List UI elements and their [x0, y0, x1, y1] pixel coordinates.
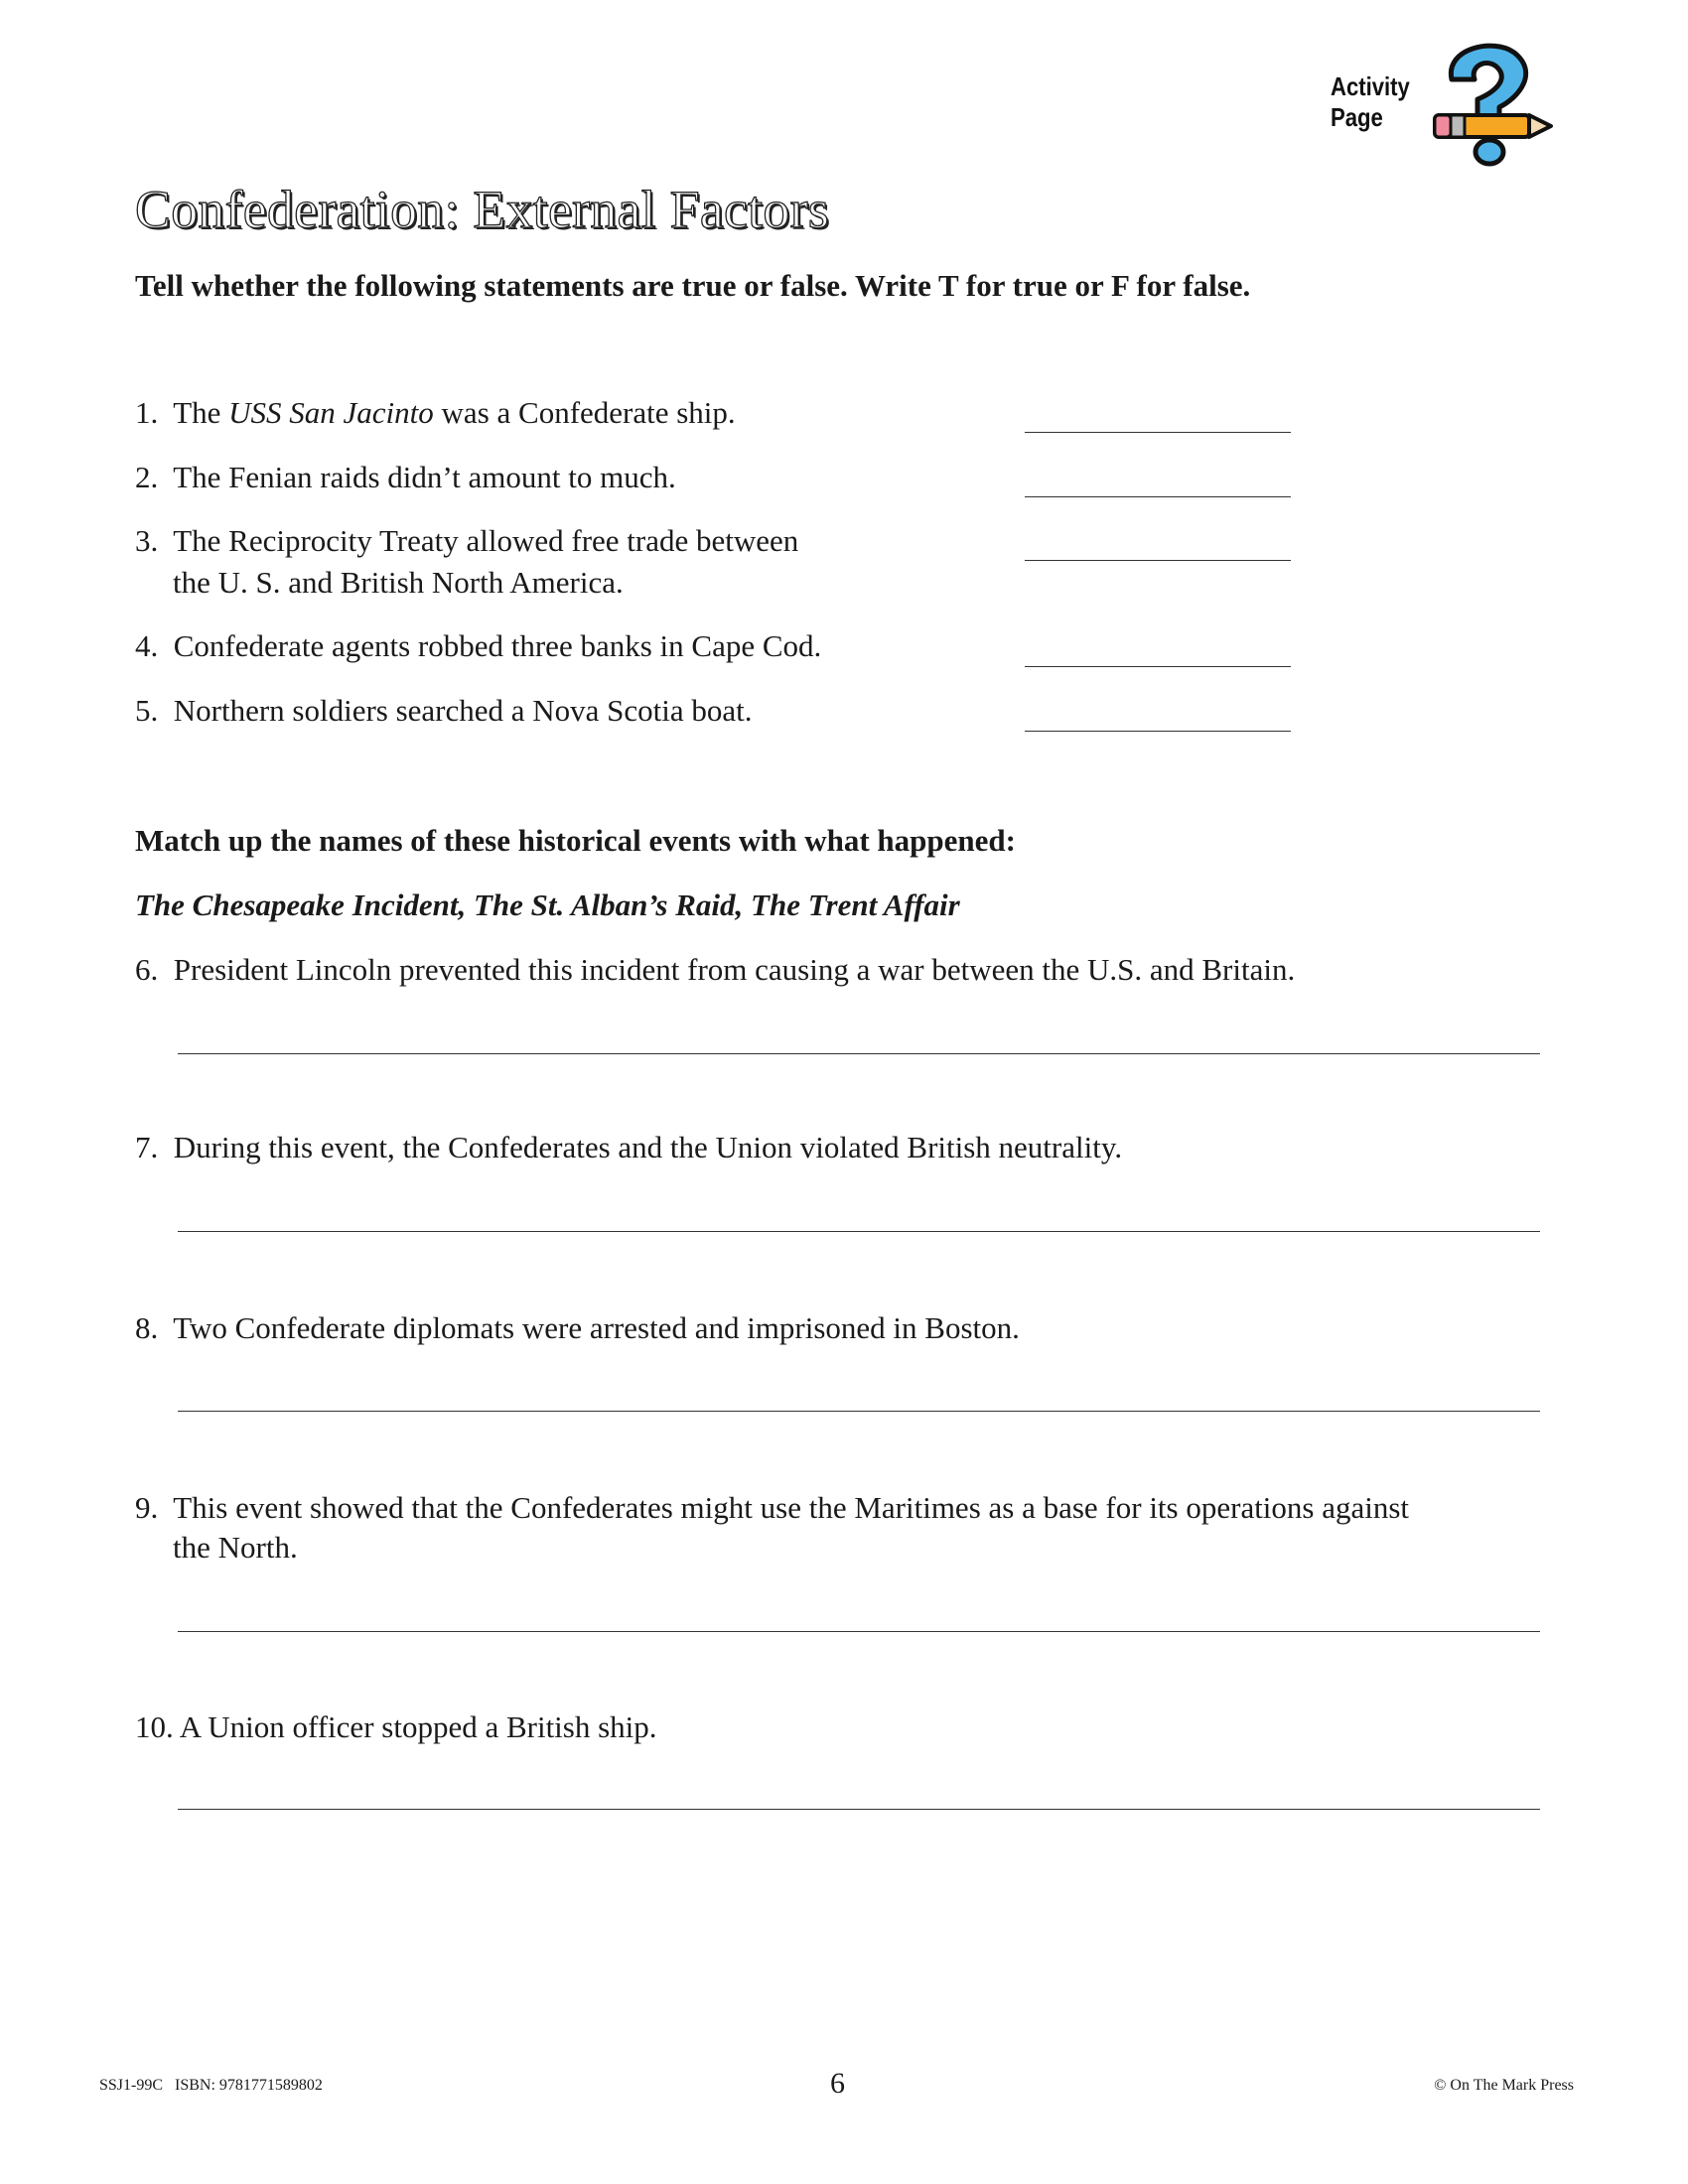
product-code: SSJ1-99C — [99, 2077, 164, 2094]
logo-line-2: Page — [1331, 102, 1383, 132]
item-text: A Union officer stopped a British ship. — [179, 1709, 657, 1744]
match-item-9 — [135, 1490, 1409, 1526]
item-number: 1. — [135, 395, 159, 430]
item-text: This event showed that the Confederates might use the Maritimes as a base for its operations against — [173, 1490, 1410, 1525]
item-text: Confederate agents robbed three banks in Cape Cod. — [173, 628, 822, 663]
answer-line-10[interactable] — [178, 1809, 1540, 1810]
footer-code — [99, 2077, 323, 2095]
question-pencil-icon — [1430, 38, 1554, 172]
item-number: 4. — [135, 628, 159, 663]
answer-line-6[interactable] — [178, 1053, 1540, 1054]
answer-line-8[interactable] — [178, 1411, 1540, 1412]
copyright: © On The Mark Press — [1434, 2077, 1574, 2094]
activity-page-label — [1331, 71, 1410, 133]
item-number: 3. — [135, 523, 159, 558]
item-text: Two Confederate diplomats were arrested and imprisoned in Boston. — [173, 1310, 1020, 1345]
item-number: 6. — [135, 952, 159, 987]
event-names: The Chesapeake Incident, The St. Alban’s Raid, The Trent Affair — [135, 887, 960, 922]
instructions: Tell whether the following statements are true or false. Write T for true or F for false. — [135, 268, 1251, 303]
logo-line-1: Activity — [1331, 71, 1410, 101]
answer-line-9[interactable] — [178, 1631, 1540, 1632]
isbn: ISBN: 9781771589802 — [175, 2077, 323, 2094]
item-text: During this event, the Confederates and the Union violated British neutrality. — [173, 1130, 1123, 1164]
item-text: President Lincoln prevented this incident from causing a war between the U.S. and Britain. — [173, 952, 1296, 987]
match-heading: Match up the names of these historical events with what happened: — [135, 823, 1016, 858]
item-number: 5. — [135, 693, 159, 728]
answer-blank-4[interactable] — [1025, 666, 1291, 667]
page-number: 6 — [830, 2067, 845, 2100]
match-item-6 — [135, 952, 1295, 988]
match-item-9-cont: the North. — [173, 1530, 298, 1565]
tf-item-1 — [135, 395, 736, 431]
item-text: The — [173, 395, 229, 430]
item-text: The Reciprocity Treaty allowed free trade between — [173, 523, 799, 558]
tf-item-5 — [135, 693, 753, 729]
tf-item-3-cont: the U. S. and British North America. — [173, 565, 624, 600]
match-item-7 — [135, 1130, 1122, 1165]
tf-item-4 — [135, 628, 821, 664]
tf-item-3 — [135, 523, 798, 559]
answer-blank-1[interactable] — [1025, 432, 1291, 433]
answer-line-7[interactable] — [178, 1231, 1540, 1232]
item-number: 2. — [135, 460, 159, 494]
match-item-8 — [135, 1310, 1020, 1346]
ship-name: USS San Jacinto — [228, 395, 434, 430]
item-number: 8. — [135, 1310, 159, 1345]
page-title: Confederation: External Factors — [135, 180, 829, 239]
item-number: 9. — [135, 1490, 159, 1525]
answer-blank-5[interactable] — [1025, 731, 1291, 732]
item-text: The Fenian raids didn’t amount to much. — [173, 460, 676, 494]
tf-item-2 — [135, 460, 676, 495]
item-text: was a Confederate ship. — [433, 395, 736, 430]
match-item-10 — [135, 1709, 657, 1745]
answer-blank-2[interactable] — [1025, 496, 1291, 497]
answer-blank-3[interactable] — [1025, 560, 1291, 561]
item-number: 7. — [135, 1130, 159, 1164]
item-number: 10. — [135, 1709, 174, 1744]
item-text: Northern soldiers searched a Nova Scotia boat. — [173, 693, 753, 728]
